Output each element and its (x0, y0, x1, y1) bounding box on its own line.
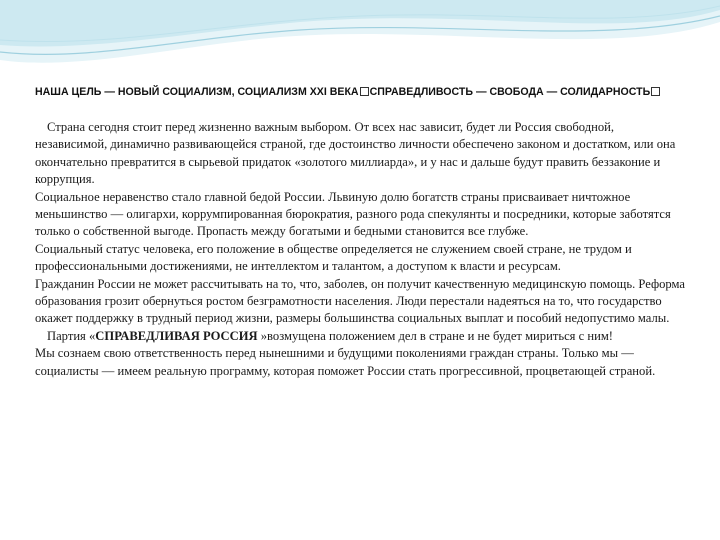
paragraph-responsibility: Мы сознаем свою ответственность перед нынешними и будущими поколениями граждан страны. Только мы — социалисты — имеем реальную программу, которая поможет России стать прогрессивной, процветающей страной. (35, 346, 656, 378)
slide-body (35, 119, 685, 380)
title-part-1: НАША ЦЕЛЬ — НОВЫЙ СОЦИАЛИЗМ, СОЦИАЛИЗМ XXI ВЕКА (35, 86, 359, 98)
header-swoosh-decoration (0, 0, 720, 80)
paragraph-party (35, 328, 685, 345)
paragraph-social-status: Социальный статус человека, его положение в обществе определяется не служением своей стране, не трудом и профессиональными достижениями, не интеллектом и талантом, а доступом к власти и ресурсам. (35, 241, 632, 274)
missing-glyph-icon (360, 87, 369, 96)
paragraph-choice: Страна сегодня стоит перед жизненно важным выбором. От всех нас зависит, будет ли Россия свободной, независимой, динамично развивающейся страной, где достоинство личности обеспечено законом и достатком, или она окончательно превратится в сырьевой придаток «золотого миллиарда», и у нас и дальше будут править беззаконие и коррупция. (35, 120, 676, 187)
party-text-before: Партия « (47, 328, 96, 343)
party-text-after: »возмущена положением дел в стране и не будет мириться с ним! (257, 328, 613, 343)
slide-title (35, 84, 685, 101)
paragraph-citizen: Гражданин России не может рассчитывать на то, что, заболев, он получит качественную медицинскую помощь. Реформа образования грозит обернуться ростом безграмотности населения. Люди перестали надеяться на то, что государство окажет поддержку в трудный период жизни, размеры большинства социальных выплат и пособий недопустимо малы. (35, 276, 686, 326)
missing-glyph-icon (651, 87, 660, 96)
title-part-2: СПРАВЕДЛИВОСТЬ — СВОБОДА — СОЛИДАРНОСТЬ (369, 86, 651, 98)
paragraph-inequality: Социальное неравенство стало главной бедой России. Львиную долю богатств страны присваивает ничтожное меньшинство — олигархи, коррумпированная бюрократия, разного рода спекулянты и посредники, которые заботятся только о собственной выгоде. Пропасть между богатыми и бедными становится все глубже. (35, 189, 671, 239)
party-name: СПРАВЕДЛИВАЯ РОССИЯ (95, 328, 258, 343)
slide-content (35, 84, 685, 380)
